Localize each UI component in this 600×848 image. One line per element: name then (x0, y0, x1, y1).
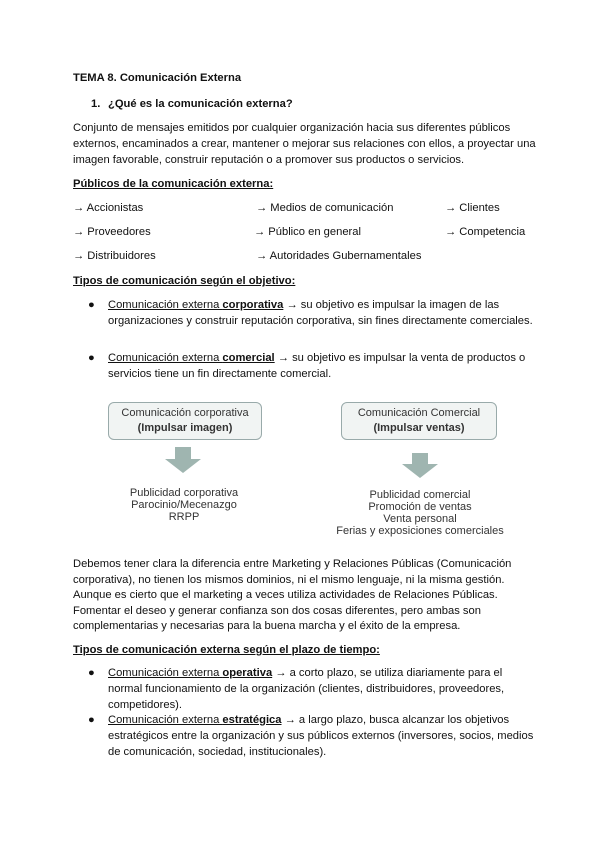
commercial-items (320, 489, 520, 537)
bullet: ● (88, 667, 95, 679)
public-item: → Clientes (445, 202, 500, 214)
diagram-item: Publicidad comercial (369, 489, 471, 501)
item-prefix: Comunicación externa (108, 352, 223, 364)
publics-heading: Públicos de la comunicación externa: (73, 178, 274, 190)
list-item (88, 665, 538, 713)
public-item: → Distribuidores (73, 250, 156, 262)
item-keyword: comercial (222, 352, 275, 364)
document-title: TEMA 8. Comunicación Externa (73, 72, 242, 84)
list-item (88, 297, 538, 329)
commercial-box (341, 402, 497, 440)
down-arrow-icon (165, 459, 201, 473)
diagram-item: Venta personal (383, 513, 457, 525)
section-number: 1. (91, 98, 101, 110)
marketing-paragraph: Debemos tener clara la diferencia entre Marketing y Relaciones Públicas (Comunicación corporativa), no tienen los mismos dominios, ni el mismo lenguaje, ni la misma gestión. Aunque es cierto que el marketing a veces utiliza actividades de Relaciones Públicas. Fomentar el deseo y generar confianza son dos cosas diferentes, pero ambas son complementarias y necesarias para la buena marcha y el éxito de la empresa. (73, 558, 512, 633)
diagram-item: Publicidad corporativa (129, 487, 239, 499)
box-title: Comunicación Comercial (357, 407, 481, 419)
item-keyword: corporativa (222, 299, 284, 311)
public-item: → Medios de comunicación (256, 202, 394, 214)
item-keyword: estratégica (222, 714, 282, 726)
down-arrow-icon (175, 447, 191, 459)
item-text: → su objetivo es impulsar la venta de productos o servicios tiene un fin directamente comercial. (108, 352, 526, 380)
item-text: → a largo plazo, busca alcanzar los objetivos estratégicos entre la organización y sus públicos externos (inversores, socios, medios de comunicación, sociedad, institucionales). (108, 714, 534, 758)
diagram-item: RRPP (168, 511, 200, 523)
public-item: → Accionistas (73, 202, 144, 214)
box-subtitle: (Impulsar ventas) (373, 422, 465, 434)
diagram-item: Parocinio/Mecenazgo (131, 499, 237, 511)
box-subtitle: (Impulsar imagen) (137, 422, 233, 434)
definition-paragraph: Conjunto de mensajes emitidos por cualquier organización hacia sus diferentes públicos externos, encaminados a crear, mantener o mejorar sus relaciones con ellos, a proyectar una imagen favorable, construir reputación o a promover sus productos o servicios. (73, 122, 536, 166)
list-item (88, 350, 538, 382)
item-text: → su objetivo es impulsar la imagen de las organizaciones y construir reputación corporativa, sin fines directamente comerciales. (108, 299, 533, 327)
bullet: ● (88, 299, 95, 311)
list-item (88, 712, 538, 760)
public-item: → Proveedores (73, 226, 151, 238)
public-item: → Público en general (254, 226, 361, 238)
item-prefix: Comunicación externa (108, 714, 223, 726)
down-arrow-icon (412, 453, 428, 464)
term-types-heading: Tipos de comunicación externa según el plazo de tiempo: (73, 644, 380, 656)
item-prefix: Comunicación externa (108, 667, 223, 679)
box-title: Comunicación corporativa (121, 407, 249, 419)
public-item: → Autoridades Gubernamentales (256, 250, 422, 262)
public-item: → Competencia (445, 226, 526, 238)
bullet: ● (88, 352, 95, 364)
corporate-box (108, 402, 262, 440)
item-text: → a corto plazo, se utiliza diariamente para el normal funcionamiento de la organización (clientes, distribuidores, proveedores, competidores). (108, 667, 505, 711)
item-keyword: operativa (222, 667, 273, 679)
diagram-item: Ferias y exposiciones comerciales (336, 525, 504, 537)
down-arrow-icon (402, 464, 438, 478)
bullet: ● (88, 714, 95, 726)
diagram-item: Promoción de ventas (368, 501, 472, 513)
objective-types-heading: Tipos de comunicación según el objetivo: (73, 275, 296, 287)
corporate-items (108, 487, 260, 523)
item-prefix: Comunicación externa (108, 299, 223, 311)
section-heading: ¿Qué es la comunicación externa? (108, 98, 293, 110)
